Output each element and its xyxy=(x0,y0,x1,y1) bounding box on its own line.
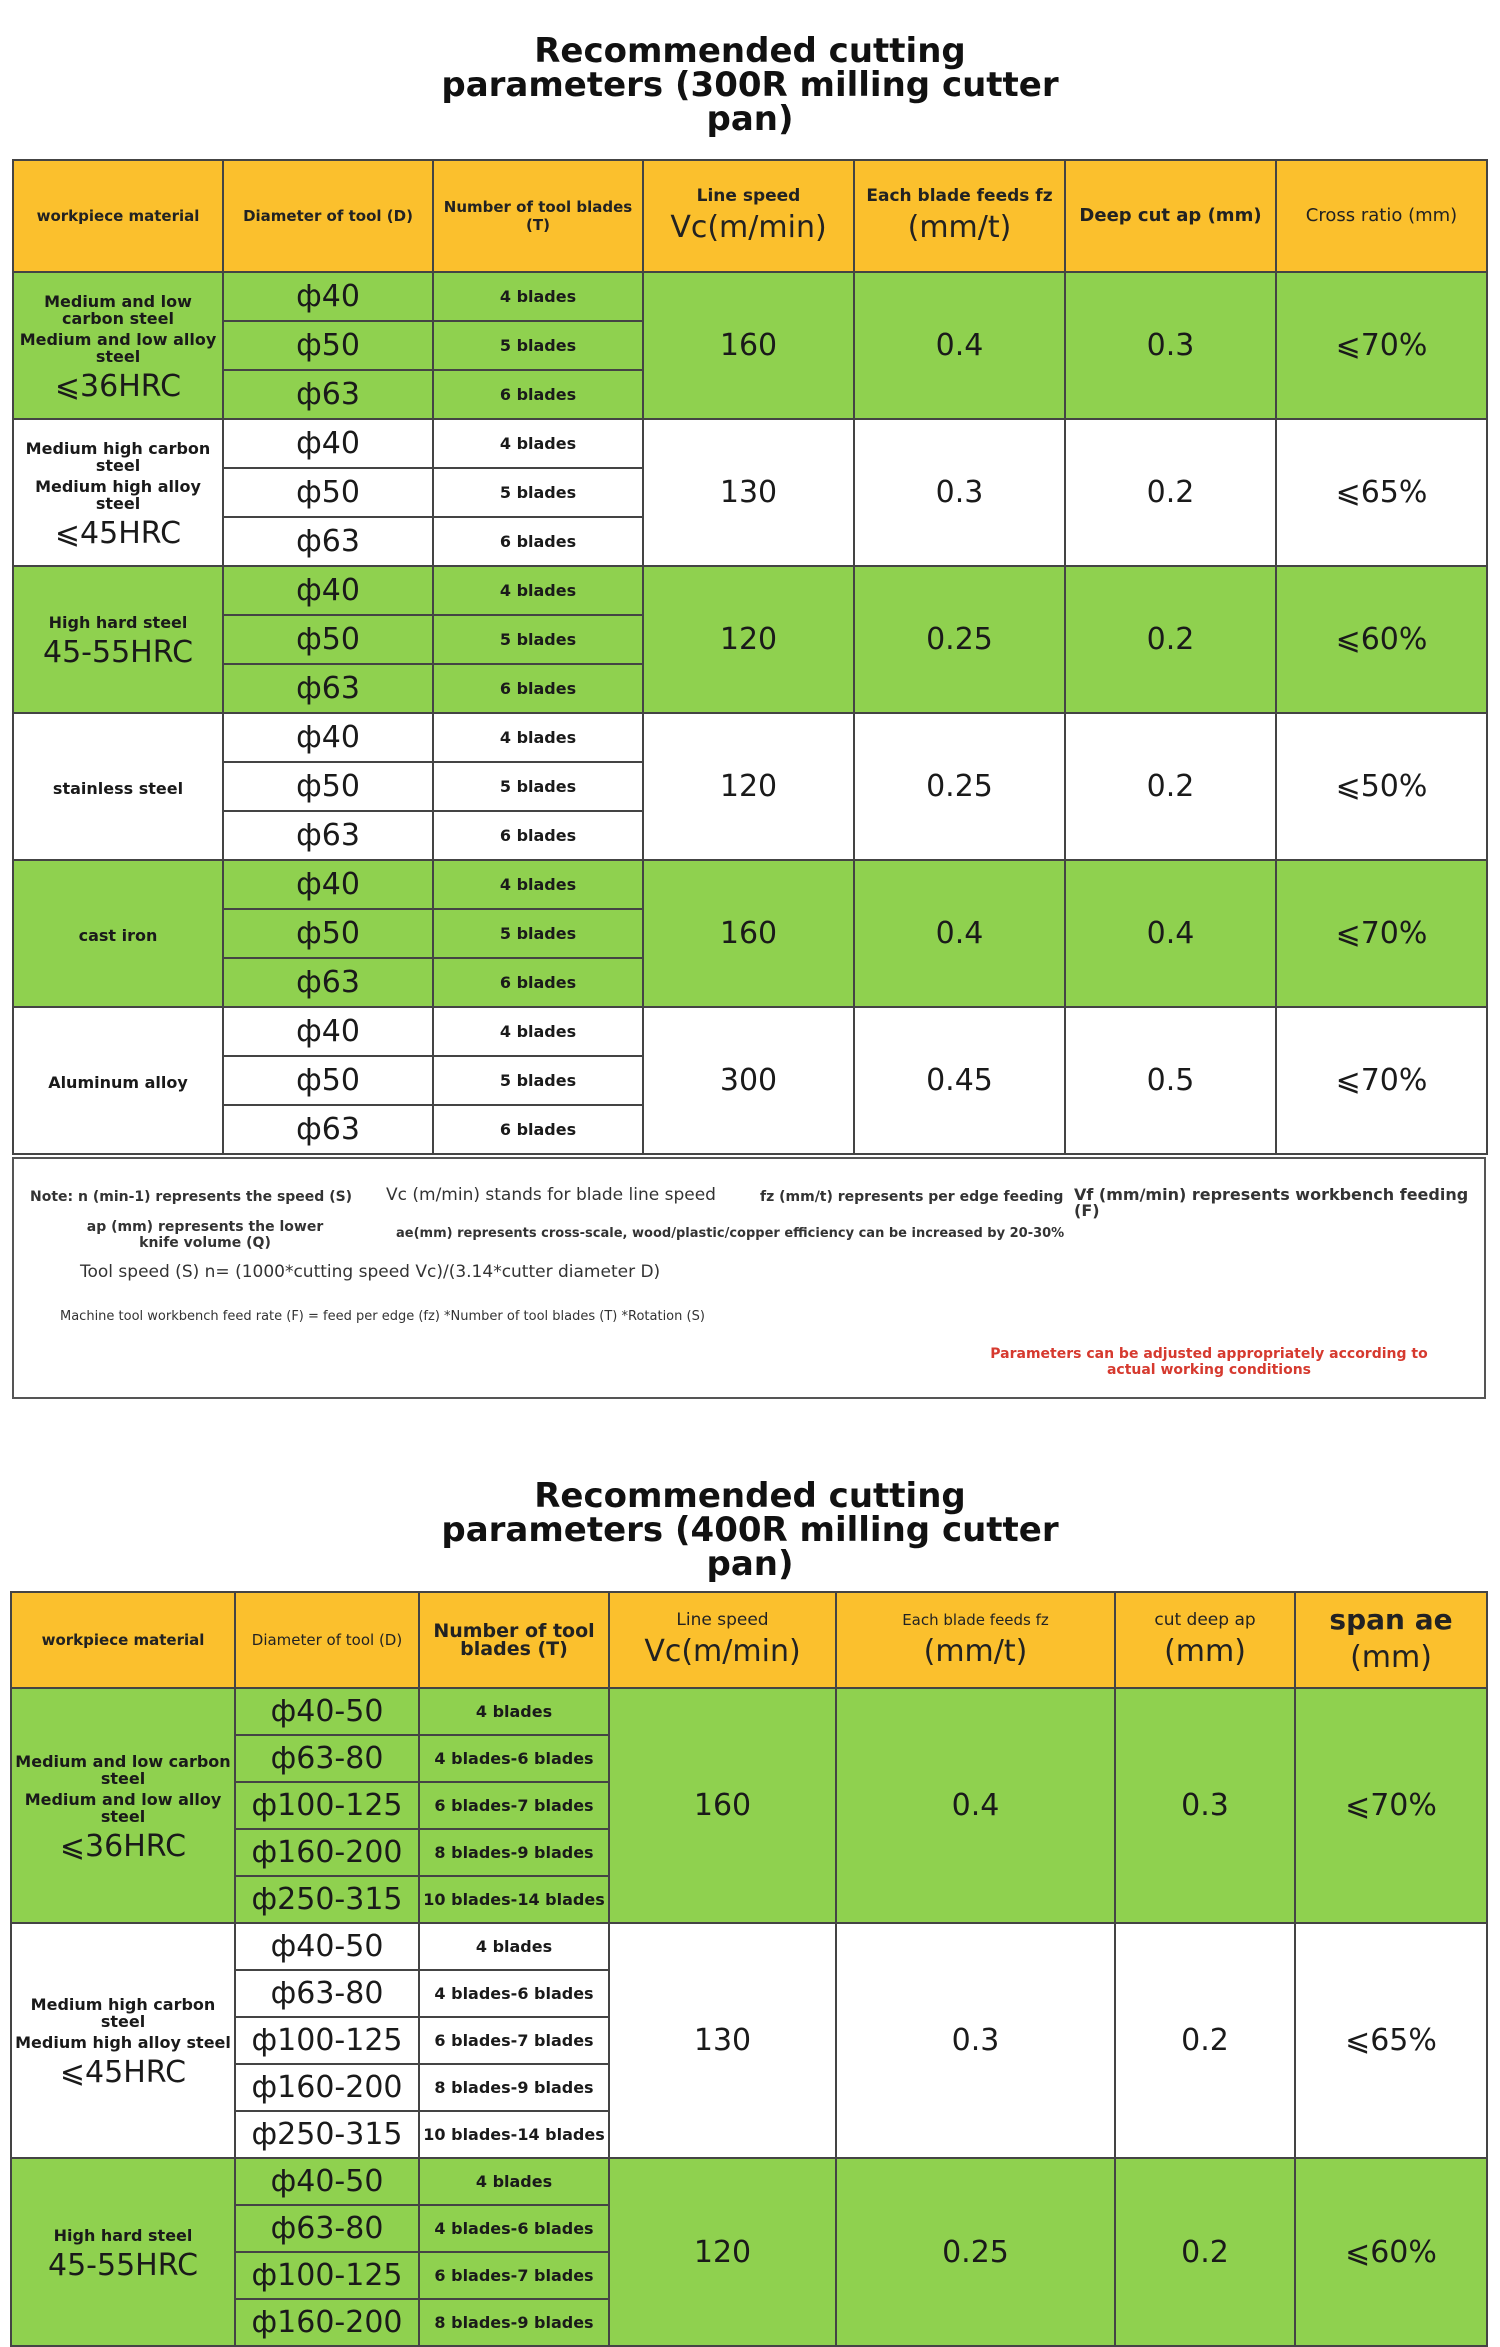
diameter-cell: ф40 xyxy=(223,419,433,468)
blades-cell: 8 blades-9 blades xyxy=(419,2064,609,2111)
diameter-cell: ф100-125 xyxy=(235,2252,419,2299)
material-name: High hard steel xyxy=(48,613,188,632)
diameter-cell: ф63 xyxy=(223,517,433,566)
note-adjust: Parameters can be adjusted appropriately according to actual working conditions xyxy=(990,1346,1428,1378)
hardness-value: ⩽36HRC xyxy=(59,1828,187,1864)
vc-value: 130 xyxy=(643,419,854,566)
notes-box xyxy=(12,1157,1486,1399)
header2-feed-unit: (mm/t) xyxy=(923,1634,1028,1669)
header2-line-speed-label: Line speed xyxy=(676,1610,769,1630)
hardness-value: 45-55HRC xyxy=(47,2247,199,2283)
diameter-cell: ф50 xyxy=(223,1056,433,1105)
ap-value: 0.2 xyxy=(1065,713,1276,860)
diameter-cell: ф40 xyxy=(223,860,433,909)
material-cell xyxy=(11,1923,235,2158)
diameter-cell: ф100-125 xyxy=(235,2017,419,2064)
fz-value: 0.25 xyxy=(854,566,1065,713)
diameter-cell: ф63 xyxy=(223,958,433,1007)
blades-cell: 4 blades xyxy=(433,419,643,468)
table-row xyxy=(11,2158,1487,2205)
material-name: Medium high carbon steel xyxy=(25,438,211,475)
note-vf: Vf (mm/min) represents workbench feeding (F) xyxy=(1074,1185,1469,1220)
material-cell xyxy=(11,1688,235,1923)
blades-cell: 10 blades-14 blades xyxy=(419,2111,609,2158)
fz-value: 0.25 xyxy=(854,713,1065,860)
blades-cell: 5 blades xyxy=(433,615,643,664)
material-name: Medium and low alloy steel xyxy=(24,1789,222,1826)
diameter-cell: ф40-50 xyxy=(235,2158,419,2205)
header-material: workpiece material xyxy=(13,160,223,272)
header-cross: Cross ratio (mm) xyxy=(1276,160,1487,272)
hardness-value: ⩽36HRC xyxy=(54,368,182,404)
blades-cell: 10 blades-14 blades xyxy=(419,1876,609,1923)
diameter-cell: ф40-50 xyxy=(235,1923,419,1970)
vc-value: 130 xyxy=(609,1923,836,2158)
header2-depth-unit: (mm) xyxy=(1164,1634,1246,1669)
blades-cell: 8 blades-9 blades xyxy=(419,1829,609,1876)
table1-header-row xyxy=(13,160,1487,272)
diameter-cell: ф63-80 xyxy=(235,1970,419,2017)
material-cell xyxy=(13,566,223,713)
table2-header-row xyxy=(11,1592,1487,1688)
cutting-table-400r xyxy=(10,1591,1488,2347)
note-vc: Vc (m/min) stands for blade line speed xyxy=(386,1185,716,1205)
ap-value: 0.3 xyxy=(1115,1688,1295,1923)
ratio-value: ⩽60% xyxy=(1295,2158,1487,2346)
note-speed-formula: Tool speed (S) n= (1000*cutting speed Vc)/(3.14*cutter diameter D) xyxy=(80,1262,661,1282)
vc-value: 120 xyxy=(643,713,854,860)
blades-cell: 6 blades xyxy=(433,958,643,1007)
fz-value: 0.3 xyxy=(836,1923,1115,2158)
material-name: Medium and low carbon steel xyxy=(15,1751,231,1788)
material-name: Medium and low alloy steel xyxy=(19,329,217,366)
ratio-value: ⩽70% xyxy=(1276,860,1487,1007)
blades-cell: 4 blades-6 blades xyxy=(419,1970,609,2017)
diameter-cell: ф50 xyxy=(223,615,433,664)
table-row xyxy=(13,566,1487,615)
diameter-cell: ф160-200 xyxy=(235,2064,419,2111)
ratio-value: ⩽50% xyxy=(1276,713,1487,860)
material-cell xyxy=(13,419,223,566)
header-line-speed xyxy=(643,160,854,272)
vc-value: 120 xyxy=(643,566,854,713)
header-feed xyxy=(854,160,1065,272)
blades-cell: 6 blades-7 blades xyxy=(419,1782,609,1829)
blades-cell: 6 blades-7 blades xyxy=(419,2017,609,2064)
hardness-value: ⩽45HRC xyxy=(59,2055,187,2090)
blades-cell: 5 blades xyxy=(433,909,643,958)
diameter-cell: ф50 xyxy=(223,321,433,370)
table2-title: Recommended cutting parameters (400R milling cutter pan) xyxy=(441,1476,1059,1584)
blades-cell: 4 blades xyxy=(419,1688,609,1735)
blades-cell: 4 blades xyxy=(433,713,643,762)
blades-cell: 4 blades xyxy=(433,272,643,321)
diameter-cell: ф63 xyxy=(223,811,433,860)
header2-depth xyxy=(1115,1592,1295,1688)
blades-cell: 6 blades xyxy=(433,811,643,860)
fz-value: 0.4 xyxy=(836,1688,1115,1923)
diameter-cell: ф40 xyxy=(223,566,433,615)
header-line-speed-unit: Vc(m/min) xyxy=(670,210,827,245)
table1-title: Recommended cutting parameters (300R milling cutter pan) xyxy=(441,31,1059,139)
ap-value: 0.4 xyxy=(1065,860,1276,1007)
header-diameter: Diameter of tool (D) xyxy=(223,160,433,272)
ap-value: 0.2 xyxy=(1115,1923,1295,2158)
diameter-cell: ф160-200 xyxy=(235,1829,419,1876)
diameter-cell: ф250-315 xyxy=(235,2111,419,2158)
diameter-cell: ф40 xyxy=(223,1007,433,1056)
diameter-cell: ф40 xyxy=(223,272,433,321)
ratio-value: ⩽70% xyxy=(1276,272,1487,419)
ap-value: 0.3 xyxy=(1065,272,1276,419)
diameter-cell: ф40 xyxy=(223,713,433,762)
fz-value: 0.4 xyxy=(854,860,1065,1007)
hardness-value: ⩽45HRC xyxy=(54,515,182,551)
diameter-cell: ф63-80 xyxy=(235,1735,419,1782)
blades-cell: 6 blades xyxy=(433,370,643,419)
header2-diameter: Diameter of tool (D) xyxy=(235,1592,419,1688)
header-line-speed-label: Line speed xyxy=(696,186,801,206)
vc-value: 160 xyxy=(609,1688,836,1923)
diameter-cell: ф63-80 xyxy=(235,2205,419,2252)
ap-value: 0.2 xyxy=(1065,566,1276,713)
material-cell xyxy=(13,860,223,1007)
fz-value: 0.25 xyxy=(836,2158,1115,2346)
cutting-table-300r xyxy=(12,159,1488,1155)
table-row xyxy=(13,713,1487,762)
ratio-value: ⩽65% xyxy=(1295,1923,1487,2158)
blades-cell: 4 blades xyxy=(433,860,643,909)
blades-cell: 6 blades-7 blades xyxy=(419,2252,609,2299)
note-feed-formula: Machine tool workbench feed rate (F) = feed per edge (fz) *Number of tool blades (T) *Rotation (S) xyxy=(60,1309,705,1324)
header2-depth-label: cut deep ap xyxy=(1154,1610,1256,1630)
diameter-cell: ф250-315 xyxy=(235,1876,419,1923)
fz-value: 0.45 xyxy=(854,1007,1065,1154)
header-feed-label: Each blade feeds fz xyxy=(866,186,1053,206)
header2-span-unit: (mm) xyxy=(1350,1640,1432,1675)
blades-cell: 5 blades xyxy=(433,321,643,370)
material-name: stainless steel xyxy=(52,779,184,798)
table-row xyxy=(11,1923,1487,1970)
material-name: cast iron xyxy=(78,926,158,945)
note-fz: fz (mm/t) represents per edge feeding xyxy=(760,1189,1064,1205)
header2-blades: Number of tool blades (T) xyxy=(419,1592,609,1688)
blades-cell: 5 blades xyxy=(433,1056,643,1105)
diameter-cell: ф63 xyxy=(223,1105,433,1154)
header-depth: Deep cut ap (mm) xyxy=(1065,160,1276,272)
table-row xyxy=(11,1688,1487,1735)
diameter-cell: ф50 xyxy=(223,909,433,958)
note-ae: ae(mm) represents cross-scale, wood/plastic/copper efficiency can be increased by 20-30% xyxy=(396,1226,1065,1241)
header2-line-speed xyxy=(609,1592,836,1688)
header2-line-speed-unit: Vc(m/min) xyxy=(644,1634,801,1669)
fz-value: 0.4 xyxy=(854,272,1065,419)
header-blades: Number of tool blades (T) xyxy=(433,160,643,272)
blades-cell: 4 blades xyxy=(419,1923,609,1970)
material-name: Medium high alloy steel xyxy=(15,2033,231,2052)
table-row xyxy=(13,860,1487,909)
material-name: High hard steel xyxy=(53,2225,193,2245)
diameter-cell: ф63 xyxy=(223,370,433,419)
table-row xyxy=(13,419,1487,468)
vc-value: 160 xyxy=(643,272,854,419)
header2-feed xyxy=(836,1592,1115,1688)
fz-value: 0.3 xyxy=(854,419,1065,566)
blades-cell: 5 blades xyxy=(433,468,643,517)
blades-cell: 8 blades-9 blades xyxy=(419,2299,609,2346)
header2-span xyxy=(1295,1592,1487,1688)
diameter-cell: ф50 xyxy=(223,762,433,811)
hardness-value: 45-55HRC xyxy=(42,635,194,670)
table-row xyxy=(13,1007,1487,1056)
diameter-cell: ф40-50 xyxy=(235,1688,419,1735)
vc-value: 300 xyxy=(643,1007,854,1154)
blades-cell: 4 blades-6 blades xyxy=(419,2205,609,2252)
material-cell xyxy=(13,272,223,419)
diameter-cell: ф50 xyxy=(223,468,433,517)
vc-value: 160 xyxy=(643,860,854,1007)
header2-feed-label: Each blade feeds fz xyxy=(902,1611,1049,1629)
material-cell xyxy=(13,1007,223,1154)
ratio-value: ⩽70% xyxy=(1295,1688,1487,1923)
header-feed-unit: (mm/t) xyxy=(907,210,1012,245)
material-cell xyxy=(11,2158,235,2346)
header2-span-label: span ae xyxy=(1329,1603,1453,1636)
ratio-value: ⩽65% xyxy=(1276,419,1487,566)
blades-cell: 6 blades xyxy=(433,664,643,713)
blades-cell: 4 blades xyxy=(433,566,643,615)
blades-cell: 4 blades-6 blades xyxy=(419,1735,609,1782)
material-name: Medium high alloy steel xyxy=(35,476,201,513)
note-n-speed: Note: n (min-1) represents the speed (S) xyxy=(30,1189,353,1205)
blades-cell: 4 blades xyxy=(419,2158,609,2205)
note-ap: ap (mm) represents the lower knife volume (Q) xyxy=(86,1219,324,1251)
diameter-cell: ф160-200 xyxy=(235,2299,419,2346)
material-name: Aluminum alloy xyxy=(48,1073,188,1092)
diameter-cell: ф100-125 xyxy=(235,1782,419,1829)
ap-value: 0.2 xyxy=(1115,2158,1295,2346)
material-cell xyxy=(13,713,223,860)
blades-cell: 6 blades xyxy=(433,517,643,566)
ratio-value: ⩽60% xyxy=(1276,566,1487,713)
blades-cell: 4 blades xyxy=(433,1007,643,1056)
blades-cell: 6 blades xyxy=(433,1105,643,1154)
ap-value: 0.5 xyxy=(1065,1007,1276,1154)
vc-value: 120 xyxy=(609,2158,836,2346)
table-row xyxy=(13,272,1487,321)
blades-cell: 5 blades xyxy=(433,762,643,811)
ratio-value: ⩽70% xyxy=(1276,1007,1487,1154)
diameter-cell: ф63 xyxy=(223,664,433,713)
header2-material: workpiece material xyxy=(11,1592,235,1688)
material-name: Medium high carbon steel xyxy=(30,1995,216,2031)
material-name: Medium and low carbon steel xyxy=(44,291,192,328)
ap-value: 0.2 xyxy=(1065,419,1276,566)
